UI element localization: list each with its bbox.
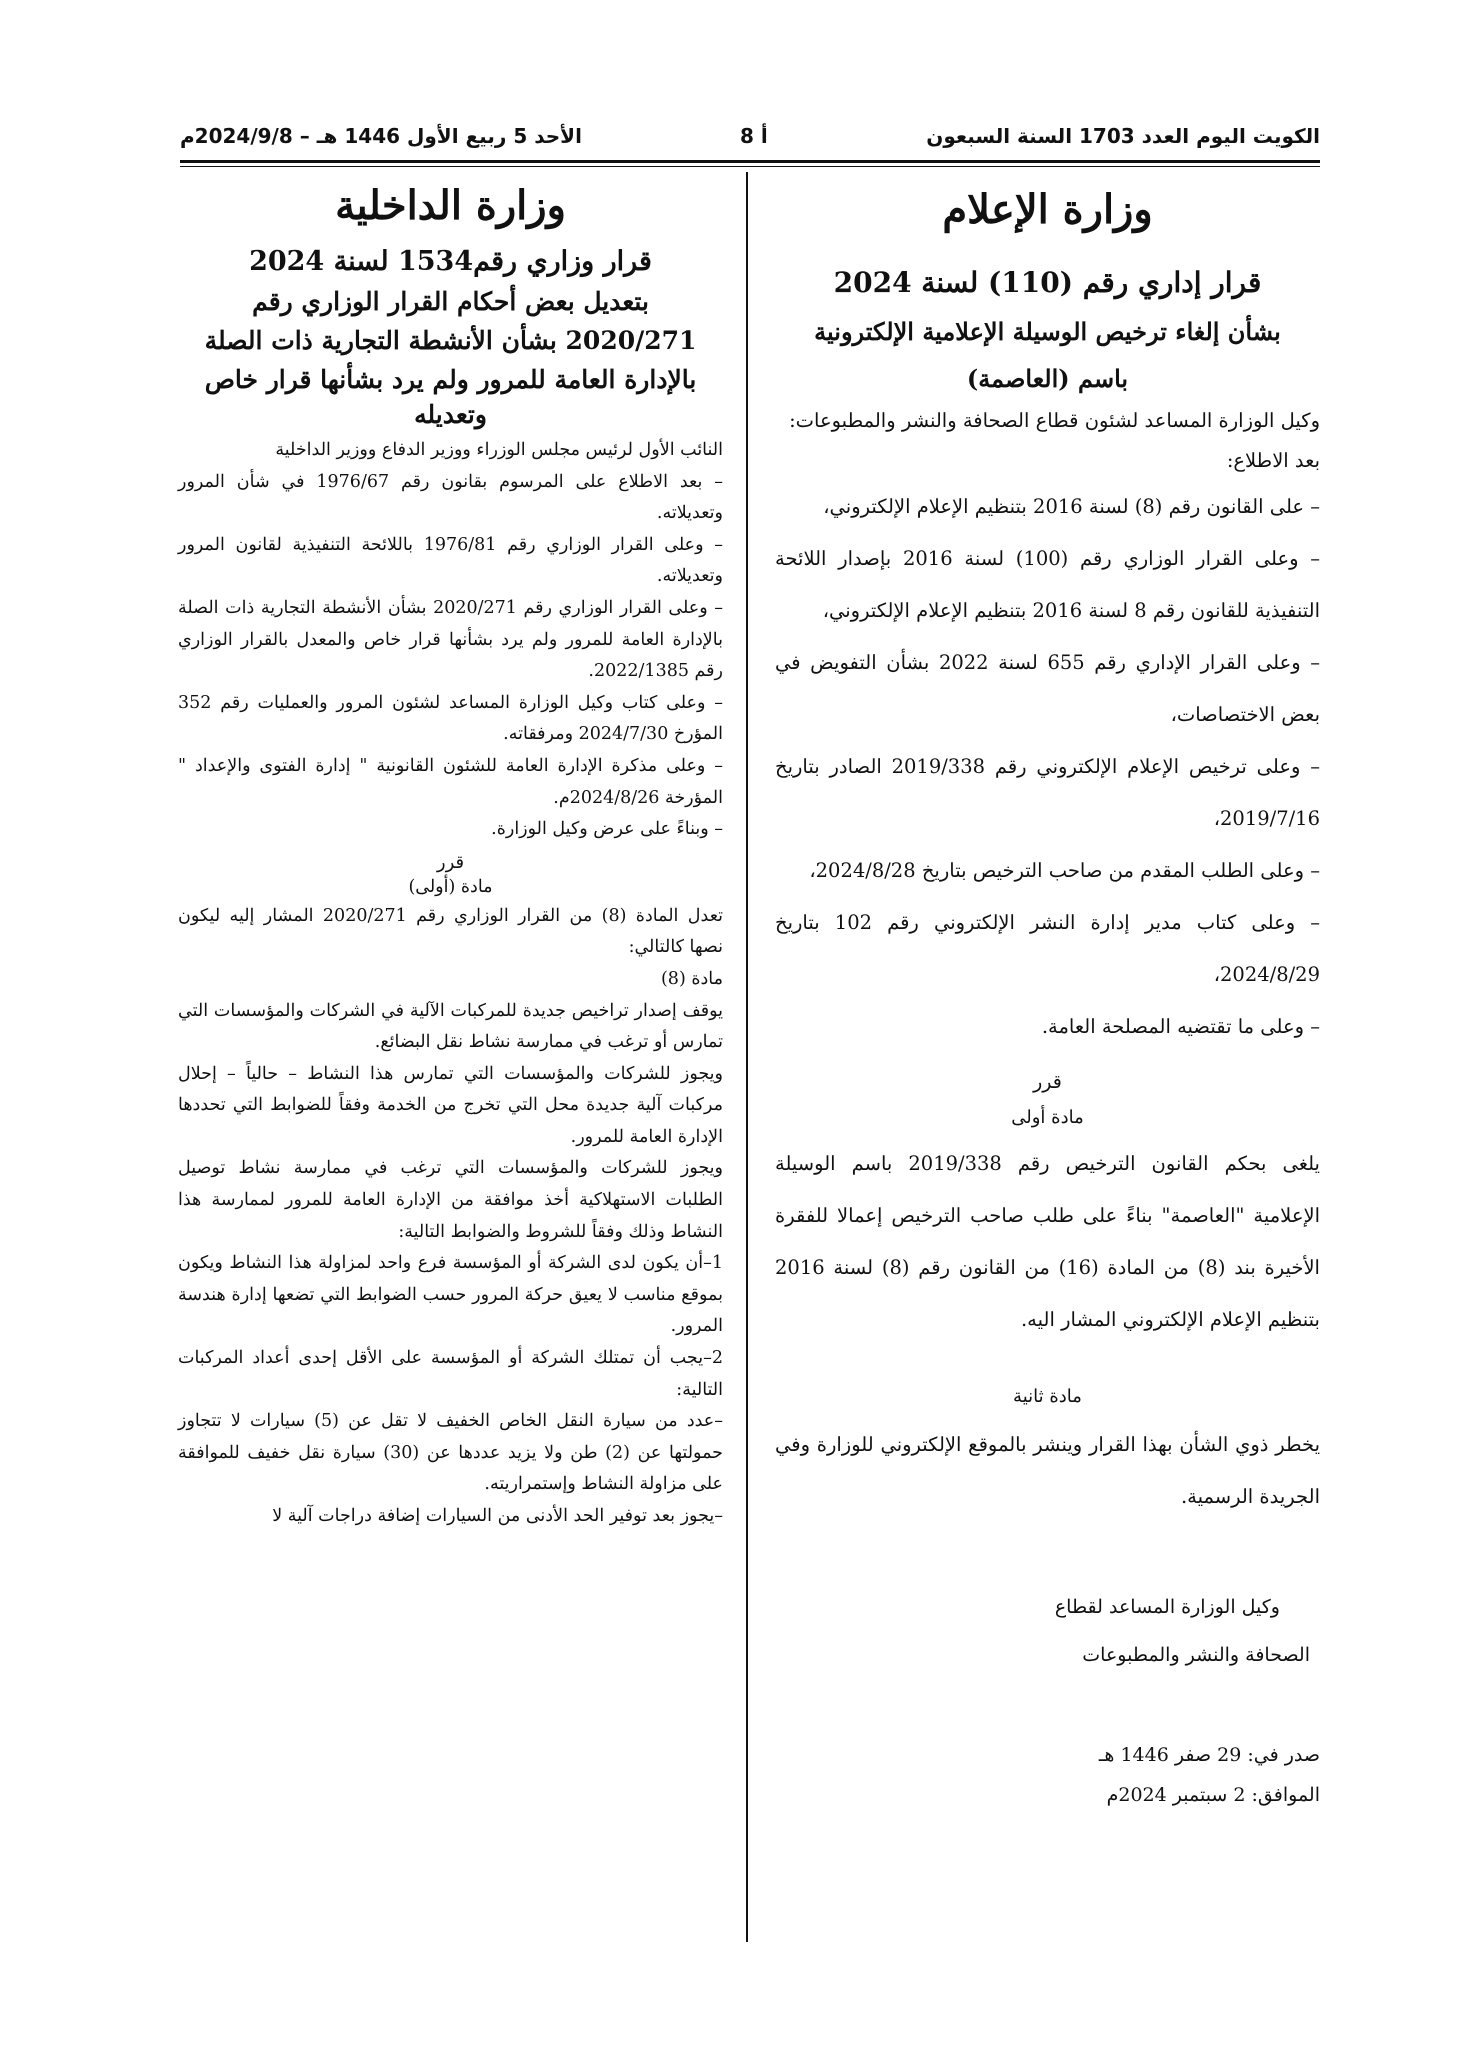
decision-title: قرار وزاري رقم1534 لسنة 2024 — [249, 246, 652, 277]
article-paragraph: –يجوز بعد توفير الحد الأدنى من السيارات إضافة دراجات آلية لا — [272, 1506, 723, 1526]
consideration: – وعلى القرار الوزاري رقم 2020/271 بشأن الأنشطة التجارية ذات الصلة بالإدارة العامة للمرور ولم يرد بشأنها قرار خاص والمعدل بالقرار الوزاري رقم 2022/1385. — [178, 597, 724, 682]
consideration: – على القانون رقم (8) لسنة 2016 بتنظيم الإعلام الإلكتروني، — [823, 495, 1320, 518]
consideration: – وعلى كتاب وكيل الوزارة المساعد لشئون المرور والعمليات رقم 352 المؤرخ 2024/7/30 ومرفقاته. — [178, 692, 723, 745]
article-paragraph: 2–يجب أن تمتلك الشركة أو المؤسسة على الأقل إحدى أعداد المركبات التالية: — [178, 1348, 723, 1400]
header-issue-info: الكويت اليوم العدد 1703 السنة السبعون — [926, 124, 1320, 148]
consideration: – وعلى الطلب المقدم من صاحب الترخيص بتاريخ 2024/8/28، — [809, 859, 1320, 882]
issue-date-block — [775, 1735, 1320, 1815]
issuer: النائب الأول لرئيس مجلس الوزراء ووزير الدفاع ووزير الداخلية — [275, 440, 723, 460]
decided-heading: قرر — [1033, 1071, 1062, 1093]
decision-subject: بشأن إلغاء ترخيص الوسيلة الإعلامية الإلكترونية — [814, 317, 1281, 346]
header-date: الأحد 5 ربيع الأول 1446 هـ – 2024/9/8م — [180, 124, 582, 148]
issued-date: صدر في: 29 صفر 1446 هـ — [1098, 1744, 1320, 1766]
information-ministry-column — [775, 180, 1320, 1815]
consideration: – وعلى القرار الوزاري رقم (100) لسنة 2016 بإصدار اللائحة التنفيذية للقانون رقم 8 لسنة 2016 بتنظيم الإعلام الإلكتروني، — [775, 547, 1321, 622]
decision-title: قرار إداري رقم (110) لسنة 2024 — [833, 266, 1262, 299]
header-rule-thin — [180, 166, 1320, 167]
consideration: – وعلى القرار الإداري رقم 655 لسنة 2022 بشأن التفويض في بعض الاختصاصات، — [775, 651, 1320, 726]
decided-heading: قرر — [436, 851, 465, 873]
decision-subject: بتعديل بعض أحكام القرار الوزاري رقم — [252, 287, 649, 316]
ministry-title: وزارة الإعلام — [942, 186, 1153, 233]
ministry-title: وزارة الداخلية — [335, 182, 566, 229]
consideration: – وعلى ترخيص الإعلام الإلكتروني رقم 2019/338 الصادر بتاريخ 2019/7/16، — [775, 755, 1320, 830]
consideration: – وعلى ما تقتضيه المصلحة العامة. — [1041, 1015, 1320, 1038]
article-heading: مادة أولى — [1011, 1107, 1084, 1128]
signature-block — [775, 1583, 1320, 1679]
signature-line: الصحافة والنشر والمطبوعات — [1082, 1644, 1310, 1666]
consideration: – وبناءً على عرض وكيل الوزارة. — [491, 819, 723, 840]
page-header — [180, 118, 1320, 162]
article-text: تعدل المادة (8) من القرار الوزاري رقم 2020/271 المشار إليه ليكون نصها كالتالي: — [178, 905, 724, 958]
header-rule — [180, 160, 1320, 163]
decision-subject-name: باسم (العاصمة) — [966, 364, 1129, 393]
article-text: يخطر ذوي الشأن بهذا القرار وينشر بالموقع الإلكتروني للوزارة وفي الجريدة الرسمية. — [775, 1433, 1320, 1508]
article-text: يلغى بحكم القانون الترخيص رقم 2019/338 باسم الوسيلة الإعلامية "العاصمة" بناءً على طلب صاحب الترخيص إعمالا للفقرة الأخيرة بند (8) من المادة (16) من القانون رقم (8) لسنة 2016 بتنظيم الإعلام الإلكتروني المشار اليه. — [775, 1152, 1320, 1331]
header-page-number: أ 8 — [740, 124, 768, 148]
article-paragraph: –عدد من سيارة النقل الخاص الخفيف لا تقل عن (5) سيارات لا تتجاوز حمولتها عن (2) طن ولا يزيد عددها عن (30) سيارة نقل خفيف للموافقة على مزاولة النشاط وإستمراريته. — [178, 1411, 724, 1495]
consideration: – وعلى مذكرة الإدارة العامة للشئون القانونية " إدارة الفتوى والإعداد " المؤرخة 2024/8/26م. — [178, 755, 723, 808]
decision-subject: وتعديله — [414, 400, 487, 429]
consideration: – بعد الاطلاع على المرسوم بقانون رقم 1976/67 في شأن المرور وتعديلاته. — [178, 471, 723, 524]
corresponding-date: الموافق: 2 سبتمبر 2024م — [1106, 1784, 1320, 1806]
consideration: – وعلى القرار الوزاري رقم 1976/81 باللائحة التنفيذية لقانون المرور وتعديلاته. — [178, 534, 723, 587]
article-paragraph: يوقف إصدار تراخيص جديدة للمركبات الآلية في الشركات والمؤسسات التي تمارس أو ترغب في ممارسة نشاط نقل البضائع. — [178, 1000, 723, 1053]
issuer: وكيل الوزارة المساعد لشئون قطاع الصحافة والنشر والمطبوعات: — [789, 409, 1320, 432]
article-heading: مادة (8) — [660, 968, 723, 989]
article-paragraph: ويجوز للشركات والمؤسسات التي تمارس هذا النشاط – حالياً – إحلال مركبات آلية جديدة محل التي تخرج من الخدمة وفقاً للضوابط التي تحددها الإدارة العامة للمرور. — [178, 1063, 723, 1147]
signature-line: وكيل الوزارة المساعد لقطاع — [1054, 1596, 1280, 1618]
article-paragraph: ويجوز للشركات والمؤسسات التي ترغب في ممارسة نشاط توصيل الطلبات الاستهلاكية أخذ موافقة من الإدارة العامة للمرور لممارسة هذا النشاط وذلك وفقاً للشروط والضوابط التالية: — [178, 1158, 723, 1242]
article-paragraph: 1–أن يكون لدى الشركة أو المؤسسة فرع واحد لمزاولة هذا النشاط ويكون بموقع مناسب لا يعيق حركة المرور حسب الضوابط التي تضعها إدارة هندسة المرور. — [178, 1253, 723, 1337]
decision-subject: بالإدارة العامة للمرور ولم يرد بشأنها قرار خاص — [204, 365, 697, 394]
after-review: بعد الاطلاع: — [1226, 449, 1320, 472]
article-heading: مادة ثانية — [1013, 1386, 1082, 1407]
decision-subject: 2020/271 بشأن الأنشطة التجارية ذات الصلة — [204, 326, 697, 355]
column-divider — [746, 172, 748, 1942]
article-heading: مادة (أولى) — [408, 876, 493, 897]
interior-ministry-column — [178, 180, 723, 1533]
consideration: – وعلى كتاب مدير إدارة النشر الإلكتروني رقم 102 بتاريخ 2024/8/29، — [775, 911, 1320, 986]
